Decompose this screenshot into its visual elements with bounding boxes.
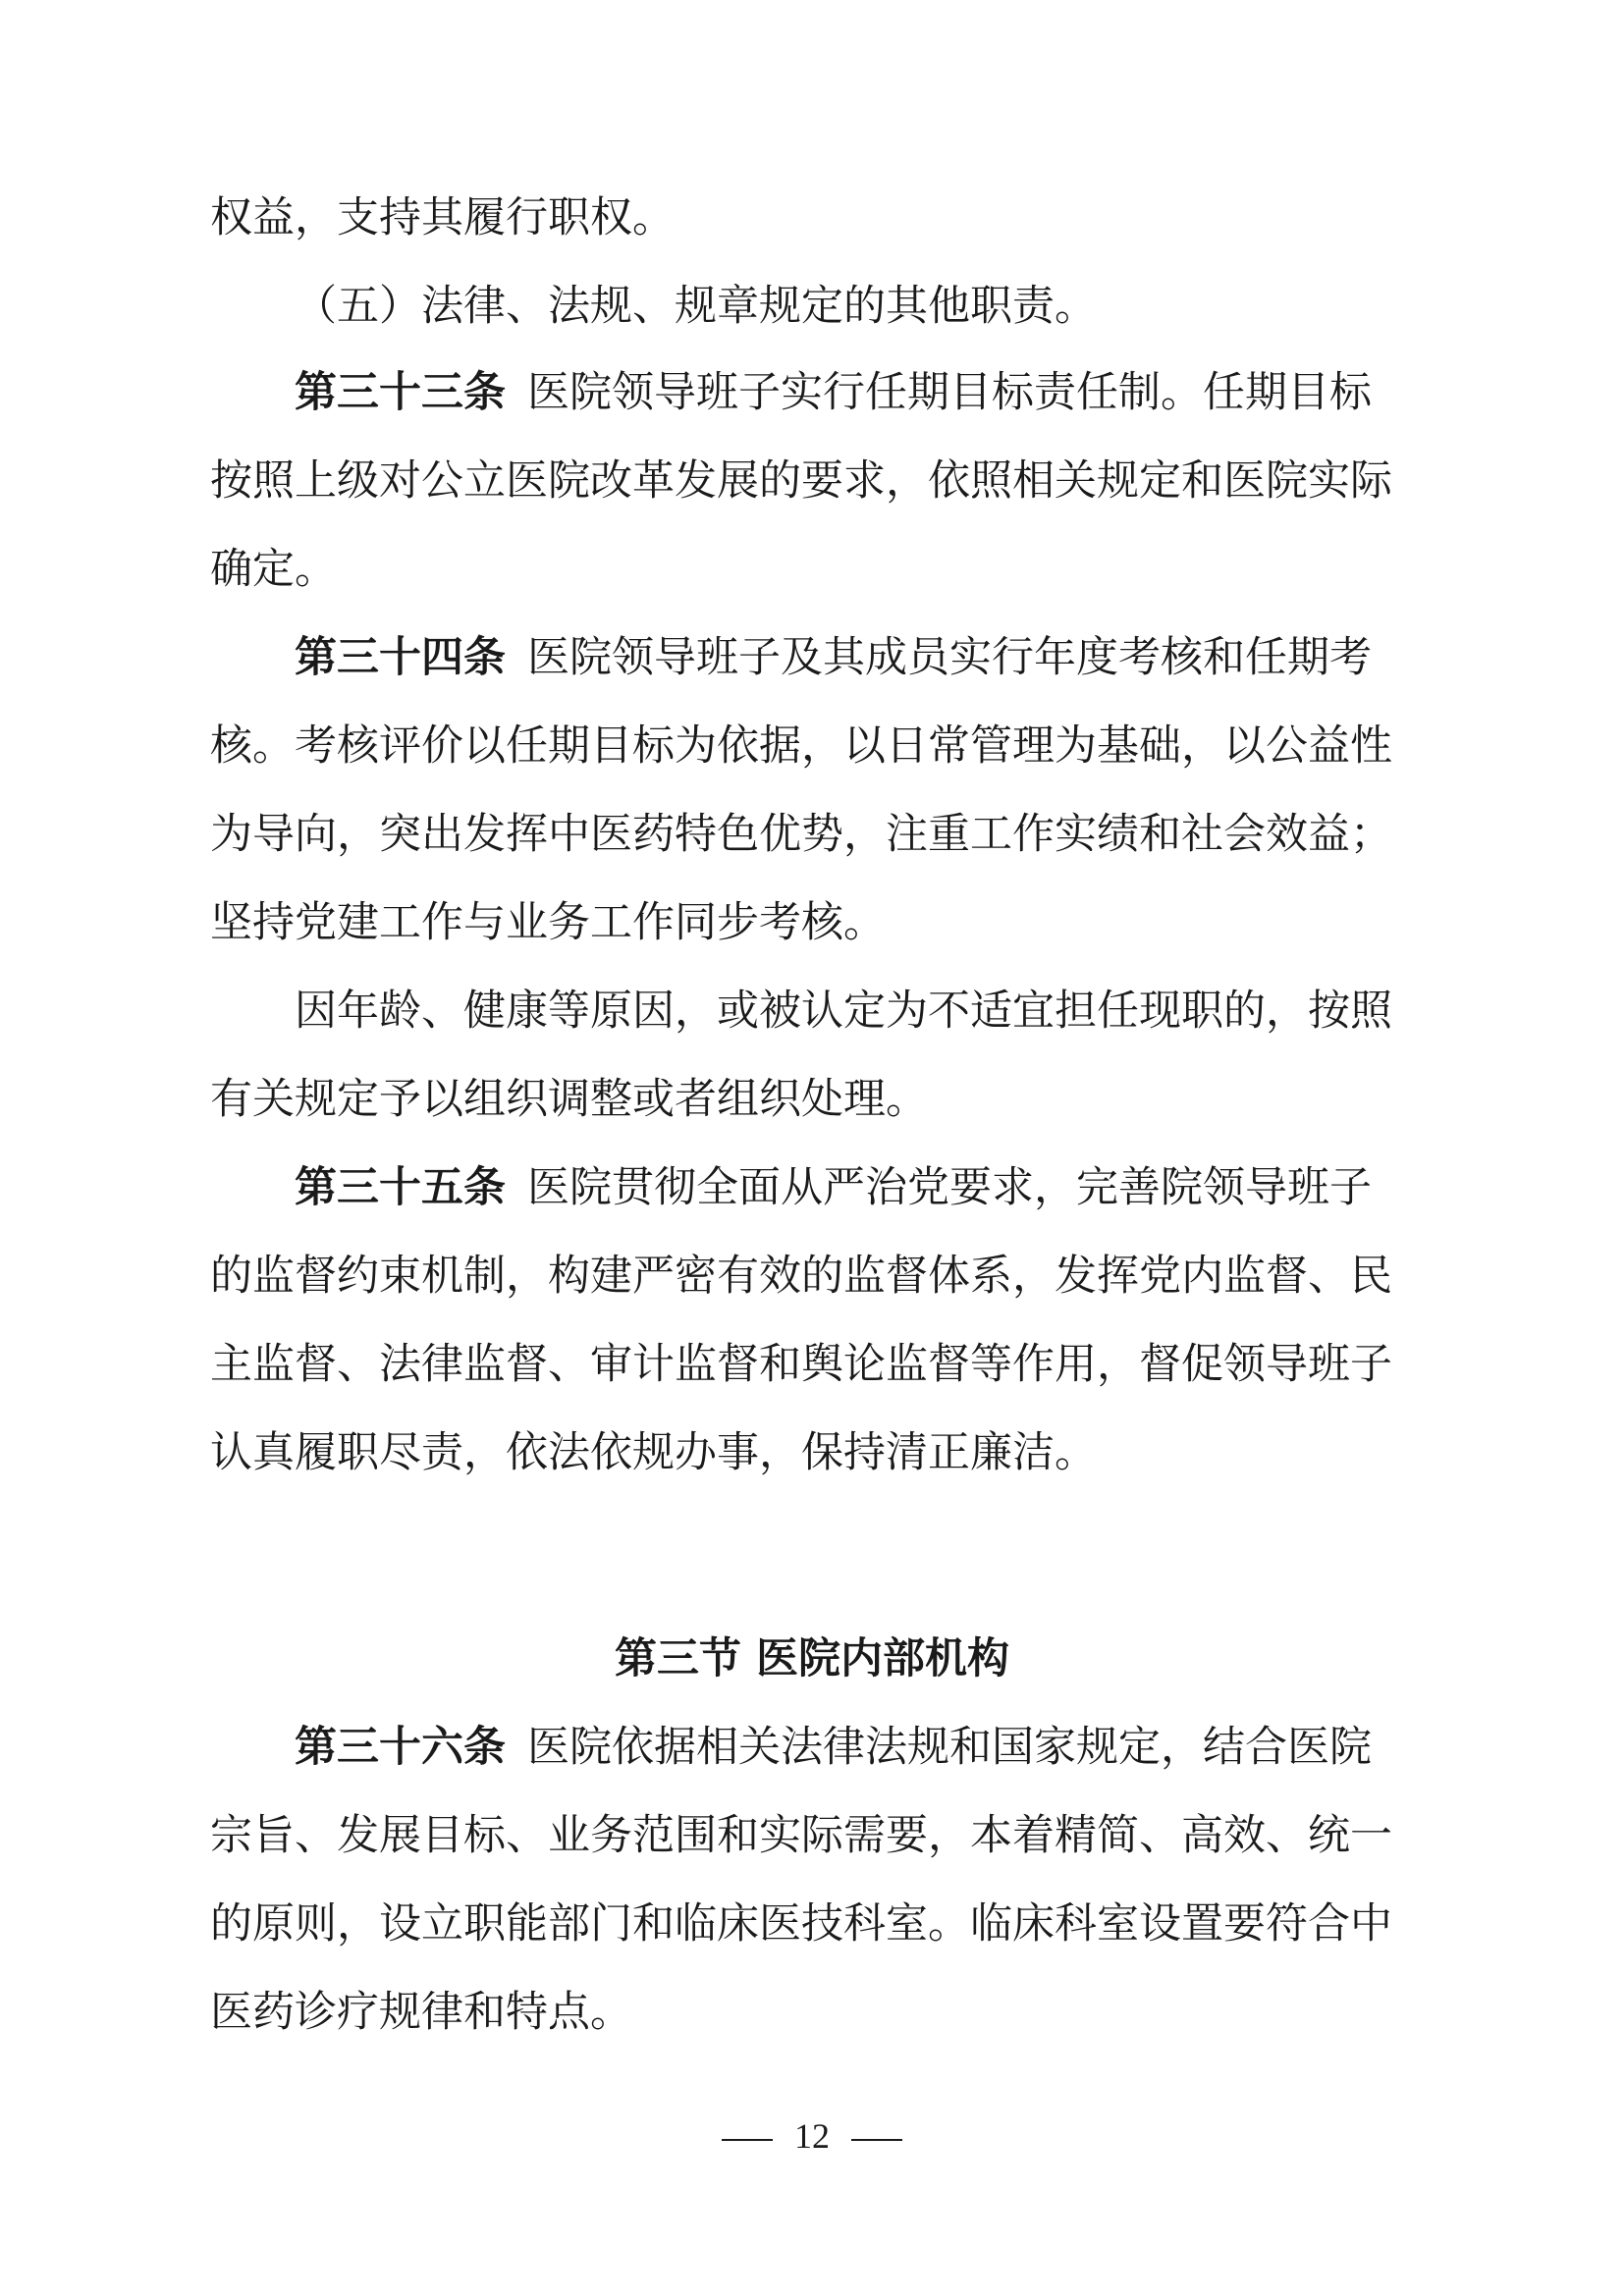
text-line xyxy=(210,1060,928,1139)
text-line xyxy=(210,530,337,609)
article-text: 医院贯彻全面从严治党要求，完善院领导班子 xyxy=(527,1163,1372,1212)
line-text: 有关规定予以组织调整或者组织处理。 xyxy=(210,1075,928,1124)
article-label: 第三十六条 xyxy=(295,1723,506,1772)
article-36-line xyxy=(295,1708,1372,1787)
article-label: 第三十四条 xyxy=(295,633,506,682)
line-text: （五）法律、法规、规章规定的其他职责。 xyxy=(295,282,1097,331)
text-line xyxy=(210,1325,1392,1404)
line-text: 核。考核评价以任期目标为依据，以日常管理为基础，以公益性 xyxy=(210,721,1392,771)
article-33-line xyxy=(295,353,1372,432)
article-text: 医院领导班子及其成员实行年度考核和任期考 xyxy=(527,633,1372,682)
text-line xyxy=(295,972,1392,1050)
text-line xyxy=(210,1885,1392,1963)
article-text: 医院依据相关法律法规和国家规定，结合医院 xyxy=(527,1723,1372,1772)
page-number-footer xyxy=(0,2107,1624,2165)
article-label: 第三十三条 xyxy=(295,368,506,417)
line-text: 因年龄、健康等原因，或被认定为不适宜担任现职的，按照 xyxy=(295,987,1392,1036)
line-text: 为导向，突出发挥中医药特色优势，注重工作实绩和社会效益； xyxy=(210,810,1392,859)
line-text: 权益，支持其履行职权。 xyxy=(210,193,675,242)
text-line xyxy=(210,707,1392,785)
text-line xyxy=(295,267,1097,346)
page-number: 12 xyxy=(794,2116,830,2156)
line-text: 按照上级对公立医院改革发展的要求，依照相关规定和医院实际 xyxy=(210,456,1392,506)
article-label: 第三十五条 xyxy=(295,1163,506,1212)
text-line xyxy=(210,442,1414,520)
line-text: 主监督、法律监督、审计监督和舆论监督等作用，督促领导班子 xyxy=(210,1340,1392,1389)
line-text: 的监督约束机制，构建严密有效的监督体系，发挥党内监督、民 xyxy=(210,1252,1392,1301)
footer-dash-right xyxy=(851,2139,902,2141)
article-text: 医院领导班子实行任期目标责任制。任期目标 xyxy=(527,368,1372,417)
text-line xyxy=(210,795,1392,874)
text-line xyxy=(210,883,886,962)
article-34-line xyxy=(295,618,1372,697)
section-heading: 第三节 医院内部机构 xyxy=(615,1634,1009,1683)
article-35-line xyxy=(295,1148,1372,1227)
line-text: 坚持党建工作与业务工作同步考核。 xyxy=(210,898,886,947)
footer-dash-left xyxy=(722,2139,773,2141)
text-line xyxy=(210,1796,1392,1875)
text-line xyxy=(210,1973,632,2052)
line-text: 确定。 xyxy=(210,545,337,594)
line-text: 的原则，设立职能部门和临床医技科室。临床科室设置要符合中 xyxy=(210,1899,1392,1949)
line-text: 认真履职尽责，依法依规办事，保持清正廉洁。 xyxy=(210,1428,1097,1477)
line-text: 医药诊疗规律和特点。 xyxy=(210,1988,632,2037)
text-line xyxy=(210,179,675,257)
text-line xyxy=(210,1414,1097,1492)
line-text: 宗旨、发展目标、业务范围和实际需要，本着精简、高效、统一 xyxy=(210,1811,1392,1860)
text-line xyxy=(210,1237,1392,1315)
